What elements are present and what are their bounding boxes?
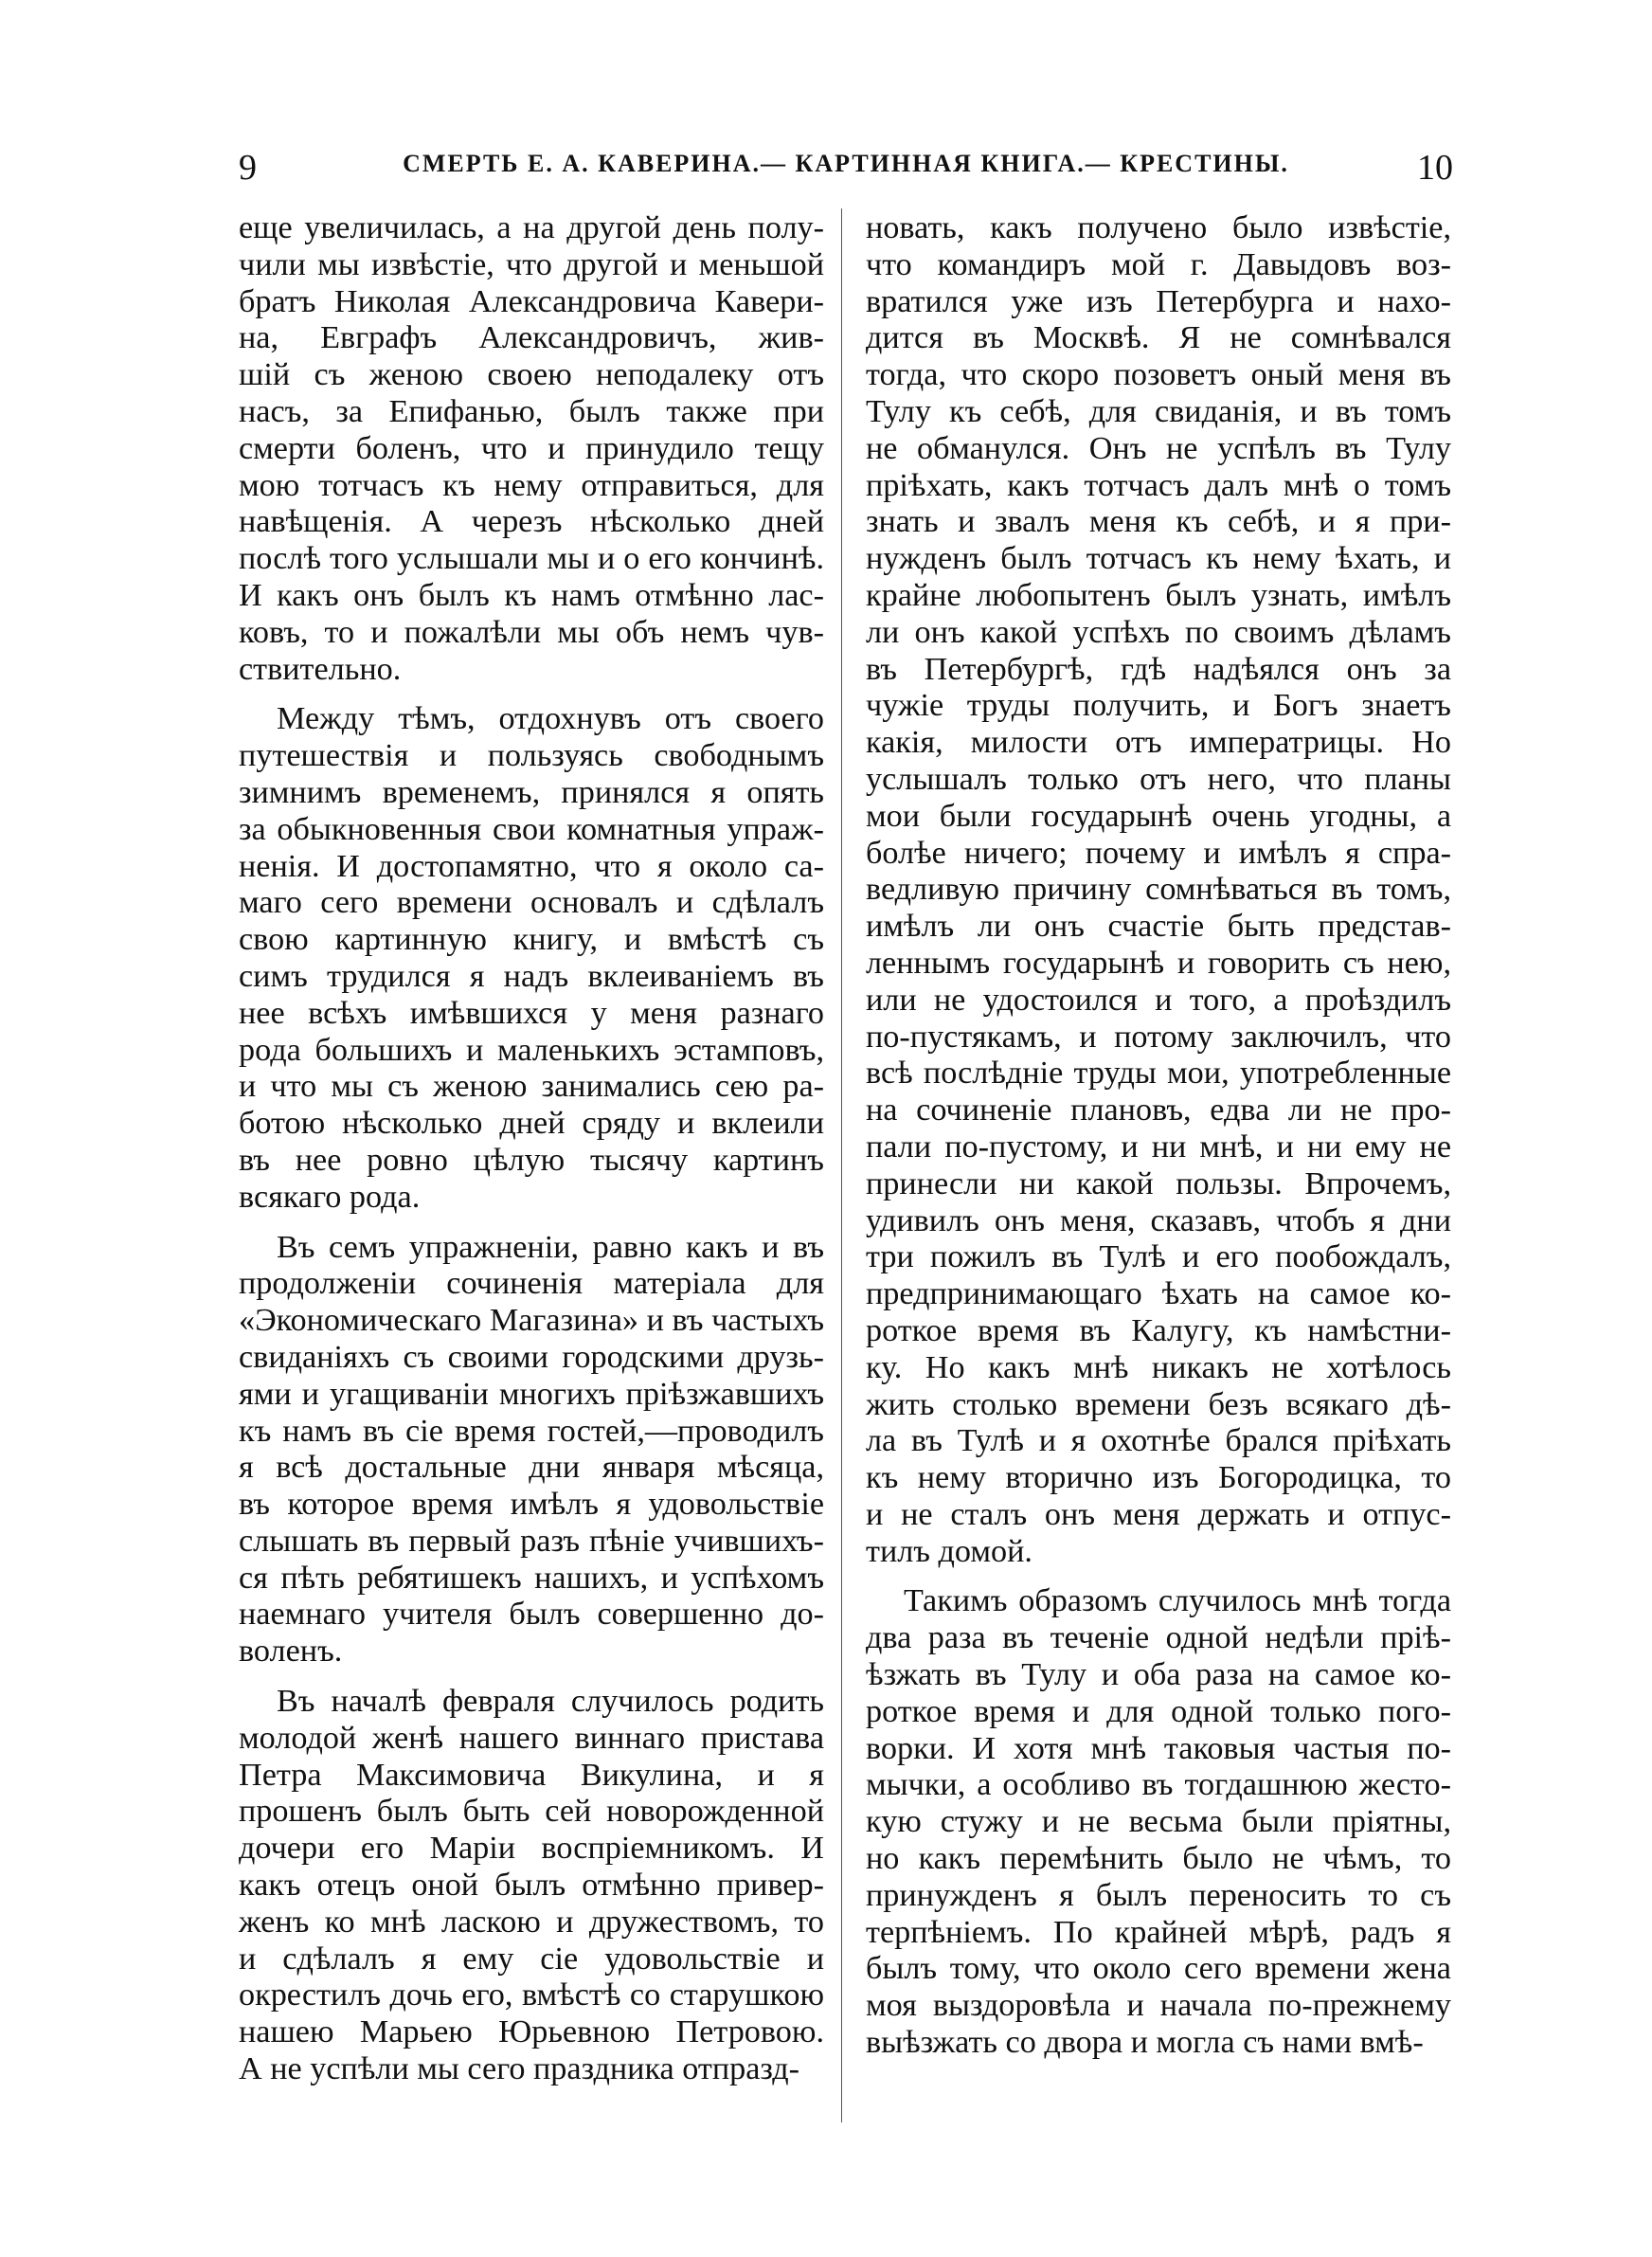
right-column	[866, 210, 1451, 2062]
text-line: ли онъ какой успѣхъ по своимъ дѣламъ	[866, 614, 1451, 650]
text-line: ку. Но какъ мнѣ никакъ не хотѣлось	[866, 1349, 1451, 1385]
text-line: Въ началѣ февраля случилось родить	[277, 1684, 824, 1720]
page-header	[239, 144, 1453, 191]
text-line: не обманулся. Онъ не успѣлъ въ Тулу	[866, 430, 1451, 466]
text-line: былъ тому, что около сего времени жена	[866, 1951, 1451, 1987]
text-line: къ нему вторично изъ Богородицка, то	[866, 1460, 1451, 1496]
text-line: рода большихъ и маленькихъ эстамповъ,	[239, 1032, 824, 1068]
text-line: чили мы извѣстіе, что другой и меньшой	[239, 246, 824, 282]
text-line: мычки, а особливо въ тогдашнюю жесто-	[866, 1767, 1451, 1803]
text-line: терпѣніемъ. По крайней мѣрѣ, радъ я	[866, 1914, 1451, 1950]
text-line: И какъ онъ былъ къ намъ отмѣнно лас-	[239, 577, 824, 613]
text-line: но какъ перемѣнить было не чѣмъ, то	[866, 1841, 1451, 1877]
text-line: на, Евграфъ Александровичъ, жив-	[239, 320, 824, 356]
text-line: Такимъ образомъ случилось мнѣ тогда	[904, 1583, 1451, 1619]
text-line: или не удостоился и того, а проѣздилъ	[866, 982, 1451, 1018]
text-line: имѣлъ ли онъ счастіе быть представ-	[866, 909, 1451, 945]
text-line: болѣе ничего; почему и имѣлъ я спра-	[866, 835, 1451, 871]
text-line: «Экономическаго Магазина» и въ частыхъ	[239, 1303, 824, 1339]
text-line: какъ отецъ оной былъ отмѣнно привер-	[239, 1868, 824, 1904]
text-line: принесли ни какой пользы. Впрочемъ,	[866, 1165, 1451, 1201]
text-line: пали по-пустому, и ни мнѣ, и ни ему не	[866, 1128, 1451, 1165]
text-line: ствительно.	[239, 651, 402, 687]
text-line: А не успѣли мы сего праздника отпразд-	[239, 2051, 800, 2087]
text-line: тилъ домой.	[866, 1533, 1032, 1569]
text-line: наемнаго учителя былъ совершенно до-	[239, 1597, 824, 1633]
text-line: женъ ко мнѣ ласкою и дружествомъ, то	[239, 1904, 824, 1940]
text-line: молодой женѣ нашего виннаго пристава	[239, 1720, 824, 1756]
text-line: симъ трудился я надъ вклеиваніемъ въ	[239, 958, 824, 994]
text-line: ботою нѣсколько дней сряду и вклеили	[239, 1106, 824, 1142]
text-line: Въ семъ упражненіи, равно какъ и въ	[277, 1229, 824, 1265]
text-line: путешествія и пользуясь свободнымъ	[239, 738, 824, 774]
text-line: мою тотчасъ къ нему отправиться, для	[239, 467, 824, 503]
text-line: новать, какъ получено было извѣстіе,	[866, 210, 1451, 245]
text-line: по-пустякамъ, и потому заключилъ, что	[866, 1019, 1451, 1055]
text-line: ненія. И достопамятно, что я около са-	[239, 848, 824, 884]
text-line: принужденъ я былъ переносить то съ	[866, 1877, 1451, 1913]
text-line: послѣ того услышали мы и о его кончинѣ.	[239, 541, 824, 577]
paragraph-gap	[239, 688, 824, 701]
text-line: услышалъ только отъ него, что планы	[866, 761, 1451, 797]
text-line: еще увеличилась, а на другой день полу-	[239, 210, 824, 245]
text-line: Петра Максимовича Викулина, и я	[239, 1757, 824, 1793]
text-line: ями и угащиваніи многихъ пріѣзжавшихъ	[239, 1376, 824, 1412]
text-line: ковъ, то и пожалѣли мы объ немъ чув-	[239, 614, 824, 650]
text-line: тогда, что скоро позоветъ оный меня въ	[866, 357, 1451, 393]
text-line: кую стужу и не весьма были пріятны,	[866, 1804, 1451, 1840]
text-line: продолженіи сочиненія матеріала для	[239, 1266, 824, 1302]
text-line: мои были государынѣ очень угодны, а	[866, 798, 1451, 834]
text-line: ся пѣть ребятишекъ нашихъ, и успѣхомъ	[239, 1560, 824, 1596]
text-line: леннымъ государынѣ и говорить съ нею,	[866, 945, 1451, 981]
text-line: нее всѣхъ имѣвшихся у меня разнаго	[239, 995, 824, 1031]
text-line: всѣ послѣдніе труды мои, употребленные	[866, 1056, 1451, 1092]
text-line: Между тѣмъ, отдохнувъ отъ своего	[277, 701, 824, 737]
text-line: свою картинную книгу, и вмѣстѣ съ	[239, 922, 824, 958]
text-line: свиданіяхъ съ своими городскими друзь-	[239, 1339, 824, 1375]
text-line: нашею Марьею Юрьевною Петровою.	[239, 2014, 824, 2050]
text-line: воленъ.	[239, 1634, 343, 1670]
text-line: окрестилъ дочь его, вмѣстѣ со старушкою	[239, 1977, 824, 2013]
text-line: и сдѣлалъ я ему сіе удовольствіе и	[239, 1941, 824, 1977]
text-line: чужіе труды получить, и Богъ знаетъ	[866, 688, 1451, 724]
left-column	[239, 210, 824, 2088]
column-divider	[841, 208, 842, 2122]
text-line: на сочиненіе плановъ, едва ли не про-	[866, 1092, 1451, 1128]
text-line: всякаго рода.	[239, 1179, 421, 1215]
text-line: вратился уже изъ Петербурга и нахо-	[866, 283, 1451, 319]
text-line: шій съ женою своею неподалеку отъ	[239, 357, 824, 393]
text-line: прошенъ былъ быть сей новорожденной	[239, 1794, 824, 1830]
text-line: маго сего времени основалъ и сдѣлалъ	[239, 885, 824, 921]
text-line: что командиръ мой г. Давыдовъ воз-	[866, 246, 1451, 282]
text-line: въ которое время имѣлъ я удовольствіе	[239, 1487, 824, 1523]
text-line: какія, милости отъ императрицы. Но	[866, 725, 1451, 761]
paragraph-gap	[239, 1217, 824, 1230]
text-line: и что мы съ женою занимались сею ра-	[239, 1069, 824, 1105]
text-line: ѣзжать въ Тулу и оба раза на самое ко-	[866, 1657, 1451, 1693]
text-line: за обыкновенныя свои комнатныя упраж-	[239, 811, 824, 847]
right-page-number: 10	[1417, 148, 1453, 188]
text-line: Тулу къ себѣ, для свиданія, и въ томъ	[866, 393, 1451, 429]
text-line: удивилъ онъ меня, сказавъ, чтобъ я дни	[866, 1202, 1451, 1238]
left-page-number: 9	[239, 148, 257, 188]
text-line: братъ Николая Александровича Кавери-	[239, 283, 824, 319]
text-line: моя выздоровѣла и начала по-прежнему	[866, 1988, 1451, 2024]
text-line: роткое время въ Калугу, къ намѣстни-	[866, 1312, 1451, 1348]
text-line: насъ, за Епифанью, былъ также при	[239, 393, 824, 429]
text-line: къ намъ въ сіе время гостей,—проводилъ	[239, 1413, 824, 1449]
text-line: смерти боленъ, что и принудило тещу	[239, 430, 824, 466]
text-line: въ Петербургѣ, гдѣ надѣялся онъ за	[866, 651, 1451, 687]
paragraph-gap	[239, 1670, 824, 1684]
text-line: дится въ Москвѣ. Я не сомнѣвался	[866, 320, 1451, 356]
running-title: СМЕРТЬ Е. А. КАВЕРИНА.— КАРТИННАЯ КНИГА.— КРЕСТИНЫ.	[403, 150, 1289, 177]
text-line: крайне любопытенъ былъ узнать, имѣлъ	[866, 577, 1451, 613]
text-line: жить столько времени безъ всякаго дѣ-	[866, 1386, 1451, 1422]
text-line: навѣщенія. А черезъ нѣсколько дней	[239, 504, 824, 540]
text-line: два раза въ теченіе одной недѣли пріѣ-	[866, 1620, 1451, 1656]
text-line: знать и звалъ меня къ себѣ, и я при-	[866, 504, 1451, 540]
text-line: я всѣ достальные дни января мѣсяца,	[239, 1450, 824, 1486]
text-line: три пожилъ въ Тулѣ и его пообождалъ,	[866, 1239, 1451, 1275]
text-line: выѣзжать со двора и могла съ нами вмѣ-	[866, 2025, 1424, 2061]
text-line: въ нее ровно цѣлую тысячу картинъ	[239, 1142, 824, 1178]
text-line: слышать въ первый разъ пѣніе учившихъ-	[239, 1523, 824, 1559]
text-line: зимнимъ временемъ, принялся я опять	[239, 774, 824, 810]
text-line: роткое время и для одной только пого-	[866, 1693, 1451, 1729]
text-line: ла въ Тулѣ и я охотнѣе брался пріѣхать	[866, 1423, 1451, 1459]
text-line: ведливую причину сомнѣваться въ томъ,	[866, 872, 1451, 908]
text-line: ворки. И хотя мнѣ таковыя частыя по-	[866, 1730, 1451, 1766]
text-line: нужденъ былъ тотчасъ къ нему ѣхать, и	[866, 541, 1451, 577]
text-line: предпринимающаго ѣхать на самое ко-	[866, 1276, 1451, 1312]
text-line: пріѣхать, какъ тотчасъ далъ мнѣ о томъ	[866, 467, 1451, 503]
text-line: и не сталъ онъ меня держать и отпус-	[866, 1496, 1451, 1532]
text-line: дочери его Маріи воспріемникомъ. И	[239, 1831, 824, 1867]
paragraph-gap	[866, 1570, 1451, 1583]
